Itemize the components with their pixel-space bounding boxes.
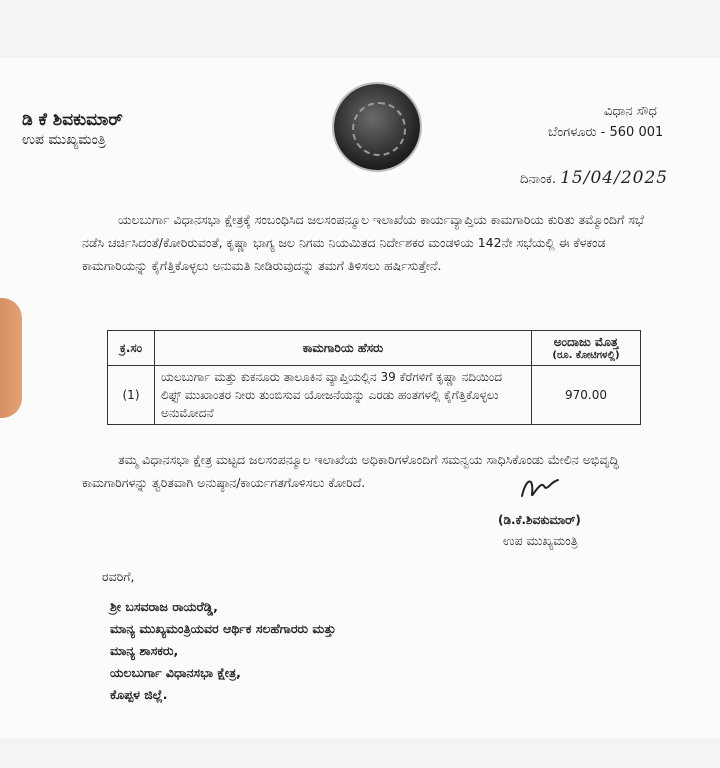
body-paragraph-2-text: ತಮ್ಮ ವಿಧಾನಸಭಾ ಕ್ಷೇತ್ರ ಮಟ್ಟದ ಜಲಸಂಪನ್ಮೂಲ ಇಲಾಖೆಯ ಅಧಿಕಾರಿಗಳೊಂದಿಗೆ ಸಮನ್ವಯ ಸಾಧಿಸಿಕೊಂಡು ಮೇಲಿನ ಅಭಿವೃದ್ಧಿ ಕಾಮಗಾರಿಗಳನ್ನು ತ್ವರಿತವಾಗಿ ಅನುಷ್ಠಾನ/ಕಾರ್ಯಗತಗೊಳಿಸಲು ಕೋರಿದೆ. [82,452,619,490]
recipient-line-5: ಕೊಪ್ಪಳ ಜಿಲ್ಲೆ. [110,687,168,702]
recipient-line-1: ಶ್ರೀ ಬಸವರಾಜ ರಾಯರೆಡ್ಡಿ, [110,599,218,614]
table-header-row [108,331,641,366]
header-amount [532,331,641,366]
recipient-line-4: ಯಲಬುರ್ಗಾ ವಿಧಾನಸಭಾ ಕ್ಷೇತ್ರ, [110,665,241,680]
emblem-ring [352,102,406,156]
letter-page [0,58,720,738]
body-paragraph-2 [82,448,662,494]
sender-designation: ಉಪ ಮುಖ್ಯಮಂತ್ರಿ [22,132,106,148]
letter-date [520,168,668,188]
handwritten-signature-icon [516,472,564,504]
header-amount-unit: (ರೂ. ಕೋಟಿಗಳಲ್ಲಿ) [552,350,620,361]
date-value: 15/04/2025 [560,168,669,188]
body-paragraph-1 [82,208,662,277]
header-sl: ಕ್ರ.ಸಂ [108,331,155,366]
date-label: ದಿನಾಂಕ. [520,172,556,187]
works-table [107,330,641,425]
recipient-line-3: ಮಾನ್ಯ ಶಾಸಕರು, [110,643,179,658]
header-work: ಕಾಮಗಾರಿಯ ಹೆಸರು [155,331,532,366]
government-emblem-icon [334,84,420,170]
recipient-line-2: ಮಾನ್ಯ ಮುಖ್ಯಮಂತ್ರಿಯವರ ಆರ್ಥಿಕ ಸಲಹೆಗಾರರು ಮತ್ತು [110,621,336,636]
table-row [108,366,641,425]
row-sl: (1) [108,366,155,425]
signatory-designation: ಉಪ ಮುಖ್ಯಮಂತ್ರಿ [503,533,578,548]
header-amount-label: ಅಂದಾಜು ಮೊತ್ತ [553,335,619,349]
recipient-salutation: ರವರಿಗೆ, [102,569,135,584]
sender-name: ಡಿ ಕೆ ಶಿವಕುಮಾರ್ [22,110,123,130]
address-line-2: ಬೆಂಗಳೂರು - 560 001 [548,125,664,140]
row-work: ಯಲಬುರ್ಗಾ ಮತ್ತು ಕುಕನೂರು ತಾಲೂಕಿನ ವ್ಯಾಪ್ತಿಯಲ್ಲಿನ 39 ಕೆರೆಗಳಿಗೆ ಕೃಷ್ಣಾ ನದಿಯಿಂದ ಲಿಫ್ಟ್ ಮುಖಾಂತರ ನೀರು ತುಂಬಿಸುವ ಯೋಜನೆಯನ್ನು ಎರಡು ಹಂತಗಳಲ್ಲಿ ಕೈಗೆತ್ತಿಕೊಳ್ಳಲು ಅನುಮೋದನೆ [155,366,532,425]
address-line-1: ವಿಧಾನ ಸೌಧ [604,104,657,119]
row-amount: 970.00 [532,366,641,425]
finger-in-photo [0,298,22,418]
body-paragraph-1-text: ಯಲಬುರ್ಗಾ ವಿಧಾನಸಭಾ ಕ್ಷೇತ್ರಕ್ಕೆ ಸಂಬಂಧಿಸಿದ ಜಲಸಂಪನ್ಮೂಲ ಇಲಾಖೆಯ ಕಾರ್ಯವ್ಯಾಪ್ತಿಯ ಕಾಮಗಾರಿಯ ಕುರಿತು ತಮ್ಮೊಂದಿಗೆ ಸಭೆ ನಡೆಸಿ ಚರ್ಚಿಸಿದಂತೆ/ಕೋರಿರುವಂತೆ, ಕೃಷ್ಣಾ ಭಾಗ್ಯ ಜಲ ನಿಗಮ ನಿಯಮಿತದ ನಿರ್ದೇಶಕರ ಮಂಡಳಿಯ 142ನೇ ಸಭೆಯಲ್ಲಿ ಈ ಕೆಳಕಂಡ ಕಾಮಗಾರಿಯನ್ನು ಕೈಗೆತ್ತಿಕೊಳ್ಳಲು ಅನುಮತಿ ನೀಡಿರುವುದನ್ನು ತಮಗೆ ತಿಳಿಸಲು ಹರ್ಷಿಸುತ್ತೇನೆ. [82,212,644,273]
signatory-name: (ಡಿ.ಕೆ.ಶಿವಕುಮಾರ್) [498,513,581,527]
